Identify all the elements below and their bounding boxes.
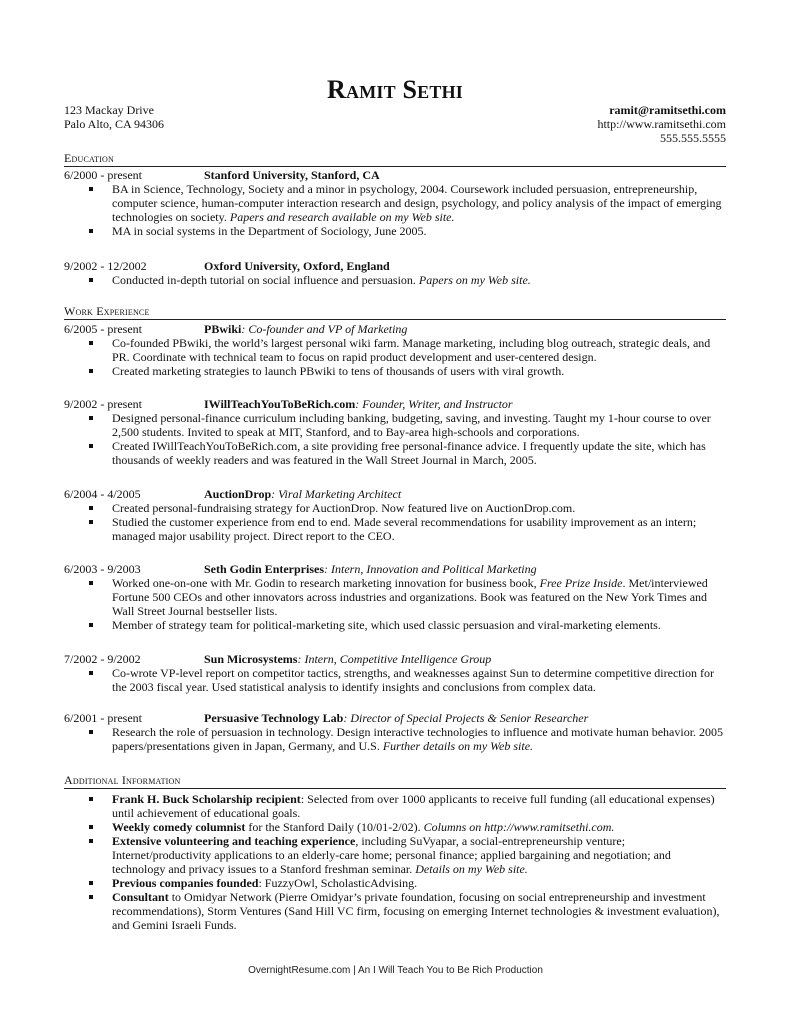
work-entry-persuasive-tech-lab	[64, 711, 726, 753]
entry-date: 7/2002 - 9/2002	[64, 652, 141, 666]
list-item: Extensive volunteering and teaching experience, including SuVyapar, a social-entrepreneurship venture; Internet/productivity applications to an elderly-care home; personal finance; applied bargaining and negotiation; and technology and privacy issues to a Stanford freshman seminar. Details on my Web site.	[64, 834, 726, 876]
education-entry-stanford	[64, 168, 726, 238]
education-entry-oxford	[64, 259, 726, 287]
candidate-name: Ramit Sethi	[327, 75, 463, 104]
phone-number: 555.555.5555	[660, 131, 726, 145]
address-block	[64, 103, 164, 131]
list-item: Research the role of persuasion in technology. Design interactive technologies to influence and motivate human behavior. 2005 papers/presentations given in Japan, Germany, and U.S. Further details on my Web site.	[64, 725, 726, 753]
entry-organization: Oxford University, Oxford, England	[204, 259, 390, 273]
entry-date: 6/2005 - present	[64, 322, 142, 336]
entry-organization: Sun Microsystems	[204, 652, 298, 666]
work-entry-iwillteach	[64, 397, 726, 467]
entry-role: : Intern, Competitive Intelligence Group	[297, 652, 492, 666]
list-item: Created IWillTeachYouToBeRich.com, a site providing free personal-finance advice. I frequently update the site, which has thousands of weekly readers and was featured in the Wall Street Journal in March, 2005.	[64, 439, 726, 467]
entry-organization: AuctionDrop	[204, 487, 272, 501]
contact-block	[597, 103, 726, 145]
list-item: Co-founded PBwiki, the world’s largest personal wiki farm. Manage marketing, including blog outreach, strategic deals, and PR. Coordinate with technical team to focus on rapid product development and user-centered design.	[64, 336, 726, 364]
entry-date: 6/2000 - present	[64, 168, 142, 182]
section-heading-education: Education	[64, 151, 726, 167]
additional-information-list	[64, 792, 726, 932]
work-entry-auctiondrop	[64, 487, 726, 543]
section-heading-additional-information: Additional Information	[64, 773, 726, 789]
list-item: Designed personal-finance curriculum including banking, budgeting, saving, and investing. Taught my 1-hour course to over 2,500 students. Invited to speak at MIT, Stanford, and to Bay-area high-schools and corporations.	[64, 411, 726, 439]
email-link[interactable]: ramit@ramitsethi.com	[609, 103, 726, 117]
entry-organization: Persuasive Technology Lab	[204, 711, 344, 725]
entry-organization: IWillTeachYouToBeRich.com	[204, 397, 356, 411]
entry-date: 6/2001 - present	[64, 711, 142, 725]
list-item: Created personal-fundraising strategy for AuctionDrop. Now featured live on AuctionDrop.com.	[64, 501, 726, 515]
list-item: Weekly comedy columnist for the Stanford Daily (10/01-2/02). Columns on http://www.ramitsethi.com.	[64, 820, 726, 834]
address-line-1: 123 Mackay Drive	[64, 103, 154, 117]
entry-organization: Seth Godin Enterprises	[204, 562, 325, 576]
entry-date: 6/2004 - 4/2005	[64, 487, 141, 501]
list-item: BA in Science, Technology, Society and a minor in psychology, 2004. Coursework included persuasion, entrepreneurship, computer science, human-computer interaction research and design, psychology, and policy analysis of the impact of emerging technologies on society. Papers and research available on my Web site.	[64, 182, 726, 224]
entry-date: 9/2002 - present	[64, 397, 142, 411]
list-item: Frank H. Buck Scholarship recipient: Selected from over 1000 applicants to receive full funding (all educational expenses) until achievement of educational goals.	[64, 792, 726, 820]
list-item: Created marketing strategies to launch PBwiki to tens of thousands of users with viral growth.	[64, 364, 726, 378]
entry-role: : Viral Marketing Architect	[271, 487, 402, 501]
work-entry-pbwiki	[64, 322, 726, 378]
entry-role: : Co-founder and VP of Marketing	[241, 322, 408, 336]
list-item: Studied the customer experience from end to end. Made several recommendations for usability improvement as an intern; managed major usability project. Direct report to the CEO.	[64, 515, 726, 543]
list-item: Worked one-on-one with Mr. Godin to research marketing innovation for business book, Free Prize Inside. Met/interviewed Fortune 500 CEOs and other innovators across industries and organizations. Book was featured on the New York Times and Wall Street Journal bestseller lists.	[64, 576, 726, 618]
list-item: Member of strategy team for political-marketing site, which used classic persuasion and viral-marketing elements.	[64, 618, 726, 632]
entry-role: : Founder, Writer, and Instructor	[355, 397, 513, 411]
website-link[interactable]: http://www.ramitsethi.com	[597, 117, 726, 131]
section-heading-work-experience: Work Experience	[64, 304, 726, 320]
work-entry-sun-microsystems	[64, 652, 726, 694]
page-footer: OvernightResume.com | An I Will Teach You to Be Rich Production	[248, 965, 543, 976]
list-item: Previous companies founded: FuzzyOwl, ScholasticAdvising.	[64, 876, 726, 890]
entry-date: 6/2003 - 9/2003	[64, 562, 141, 576]
list-item: Co-wrote VP-level report on competitor tactics, strengths, and weaknesses against Sun to determine competitive direction for the 2003 fiscal year. Used statistical analysis to identify insights and conclusions from complex data.	[64, 666, 726, 694]
entry-role: : Intern, Innovation and Political Marketing	[324, 562, 537, 576]
list-item: Conducted in-depth tutorial on social influence and persuasion. Papers on my Web site.	[64, 273, 726, 287]
address-line-2: Palo Alto, CA 94306	[64, 117, 165, 131]
entry-role: : Director of Special Projects & Senior Researcher	[343, 711, 589, 725]
entry-organization: PBwiki	[204, 322, 242, 336]
entry-organization: Stanford University, Stanford, CA	[204, 168, 380, 182]
list-item: Consultant to Omidyar Network (Pierre Omidyar’s private foundation, focusing on social entrepreneurship and investment recommendations), Storm Ventures (Sand Hill VC firm, focusing on emerging Internet technologies & investment evaluation), and Gemini Israeli Funds.	[64, 890, 726, 932]
work-entry-seth-godin	[64, 562, 726, 632]
list-item: MA in social systems in the Department of Sociology, June 2005.	[64, 224, 726, 238]
entry-date: 9/2002 - 12/2002	[64, 259, 147, 273]
